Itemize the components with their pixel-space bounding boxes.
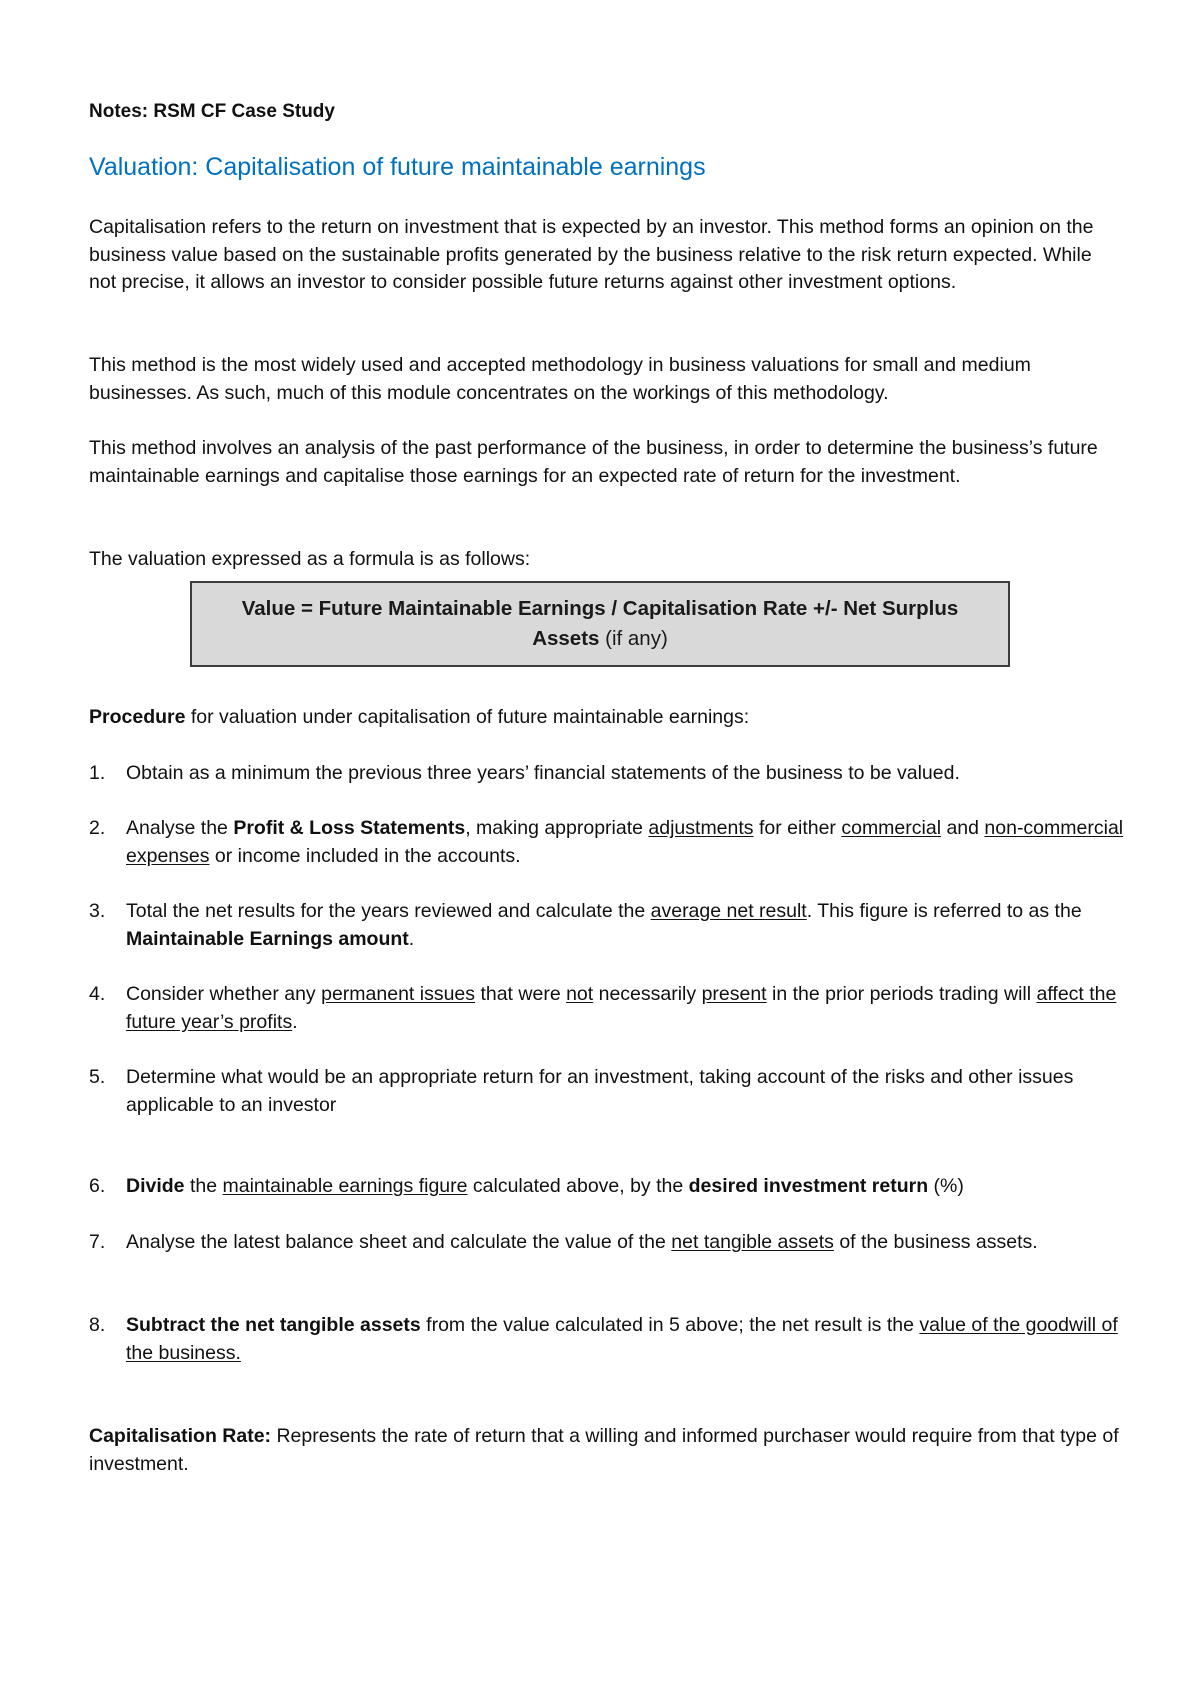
step-text (126, 1229, 1124, 1257)
step-text-run: the (184, 1175, 223, 1197)
step-text-run: Determine what would be an appropriate return for an investment, taking account of the risks and other issues applicable to an investor (126, 1066, 1074, 1116)
list-item: 3. Total the net results for the years reviewed and calculate the average net result. This figure is referred to as the Maintainable Earnings amount. (89, 898, 1124, 953)
list-item: 5. Determine what would be an appropriate return for an investment, taking account of the risks and other issues applicable to an investor (89, 1064, 1124, 1119)
step-text-run: of the business assets. (833, 1231, 1038, 1253)
list-item: 6. Divide the maintainable earnings figure calculated above, by the desired investment return (%) (89, 1173, 1124, 1201)
paragraph-intro: Capitalisation refers to the return on investment that is expected by an investor. This method forms an opinion on the business value based on the sustainable profits generated by the business relative to the risk return expected. While not precise, it allows an investor to consider possible future returns against other investment options. (89, 216, 1094, 294)
step-text-run: necessarily (593, 983, 702, 1005)
step-text-run: that were (475, 983, 567, 1005)
bold-text: Maintainable Earnings amount (126, 927, 409, 950)
list-item: 4. Consider whether any permanent issues that were not necessarily present in the prior periods trading will affect the future year’s profits. (89, 981, 1124, 1036)
step-text-run: . (292, 1010, 298, 1033)
underlined-text: not (566, 983, 594, 1005)
bold-text: Profit & Loss Statements (233, 817, 466, 839)
step-text-run: . This figure is referred to as the (806, 900, 1082, 922)
step-text-run: Analyse the (126, 817, 234, 839)
step-text (126, 760, 1124, 788)
document-label: Notes: RSM CF Case Study (89, 101, 335, 122)
step-text-run: and (941, 817, 985, 839)
procedure-label: Procedure (89, 706, 186, 728)
step-text-run: from the value calculated in 5 above; the net result is the (420, 1314, 920, 1336)
list-item: 1. Obtain as a minimum the previous three years’ financial statements of the business to be valued. (89, 760, 1124, 788)
step-text (126, 1173, 1124, 1201)
underlined-text: commercial (841, 817, 942, 839)
underlined-text: value of the goodwill of the business. (126, 1314, 1118, 1364)
step-text (126, 1064, 1124, 1119)
bold-text: Subtract the net tangible assets (126, 1314, 421, 1336)
step-text-run: for either (753, 817, 842, 839)
underlined-text: affect the future year’s profits (126, 983, 1117, 1033)
formula-box (190, 581, 1010, 667)
paragraph-method: This method involves an analysis of the past performance of the business, in order to determine the business’s future maintainable earnings and capitalise those earnings for an expected rate of return for the investment. (89, 437, 1098, 487)
step-text-run: in the prior periods trading will (766, 983, 1037, 1005)
section-heading: Valuation: Capitalisation of future maintainable earnings (89, 153, 706, 181)
step-text-run: or income included in the accounts. (209, 844, 521, 867)
step-text-run: calculated above, by the (467, 1175, 689, 1197)
step-text-run: Consider whether any (126, 983, 322, 1005)
step-text-run: . (408, 927, 415, 950)
step-text-run: Total the net results for the years reviewed and calculate the (126, 900, 651, 922)
underlined-text: average net result (650, 900, 807, 922)
step-text (126, 981, 1124, 1036)
bold-text: Divide (126, 1175, 185, 1197)
procedure-intro: Procedure for valuation under capitalisation of future maintainable earnings: (89, 706, 750, 728)
list-item: 7. Analyse the latest balance sheet and calculate the value of the net tangible assets of the business assets. (89, 1229, 1124, 1257)
underlined-text: non-commercial expenses (126, 817, 1124, 867)
step-text (126, 1312, 1124, 1367)
list-item: 2. Analyse the Profit & Loss Statements, making appropriate adjustments for either commercial and non-commercial expenses or income included in the accounts. (89, 815, 1124, 870)
underlined-text: permanent issues (321, 983, 476, 1005)
step-text (126, 898, 1124, 953)
formula-line-2: Assets (if any) (532, 627, 668, 650)
underlined-text: present (701, 983, 767, 1005)
list-item: 8. Subtract the net tangible assets from the value calculated in 5 above; the net result is the value of the goodwill of the business. (89, 1312, 1124, 1367)
paragraph-formula-intro: The valuation expressed as a formula is as follows: (89, 548, 531, 570)
bold-text: desired investment return (688, 1175, 929, 1197)
capitalisation-rate-definition: Capitalisation Rate: Represents the rate of return that a willing and informed purchaser would require from that type of investment. (89, 1425, 1119, 1475)
underlined-text: net tangible assets (671, 1231, 834, 1253)
definition-term: Capitalisation Rate: (89, 1425, 272, 1447)
step-text-run: Obtain as a minimum the previous three years’ financial statements of the business to be valued. (126, 762, 960, 784)
underlined-text: maintainable earnings figure (222, 1175, 468, 1197)
paragraph-usage: This method is the most widely used and accepted methodology in business valuations for small and medium businesses. As such, much of this module concentrates on the workings of this methodology. (89, 354, 1031, 404)
step-text (126, 815, 1124, 870)
formula-line-1: Value = Future Maintainable Earnings / Capitalisation Rate +/- Net Surplus (241, 597, 959, 620)
step-text-run: Analyse the latest balance sheet and calculate the value of the (126, 1231, 672, 1253)
underlined-text: adjustments (648, 817, 754, 839)
step-text-run: , making appropriate (465, 817, 649, 839)
step-text-run: (%) (928, 1175, 964, 1197)
